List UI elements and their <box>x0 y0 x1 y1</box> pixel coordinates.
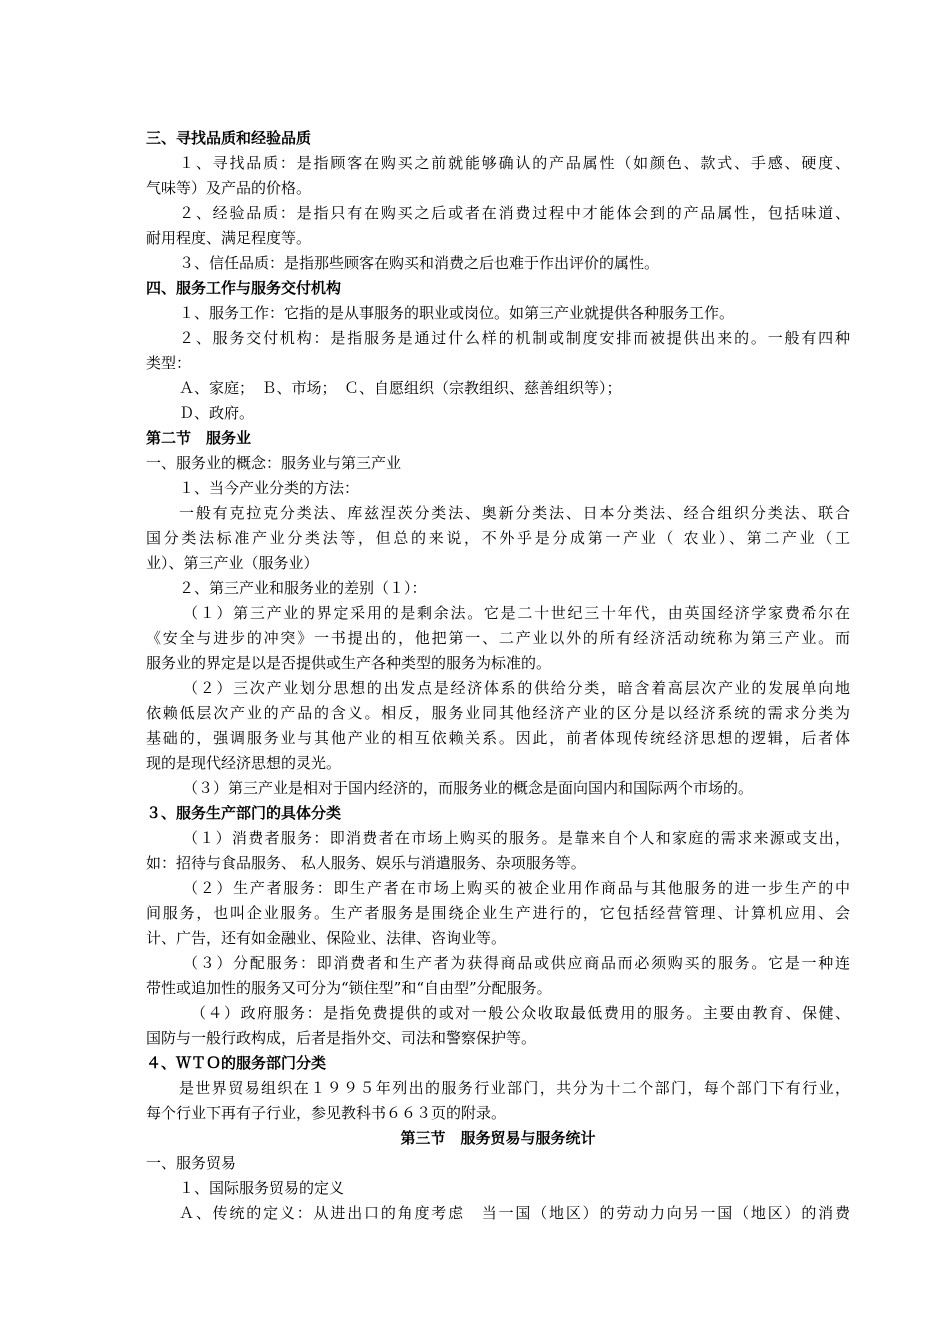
paragraph-line: （３）第三产业是相对于国内经济的，而服务业的概念是面向国内和国际两个市场的。 <box>183 779 754 797</box>
paragraph-line: 一、服务业的概念：服务业与第三产业 <box>146 454 402 472</box>
paragraph-line: 《安全与进步的冲突》一书提出的，他把第一、二产业以外的所有经济活动统称为第三产业。而 <box>146 629 850 647</box>
paragraph-line: １、国际服务贸易的定义 <box>179 1179 345 1197</box>
section-heading-4: 四、服务工作与服务交付机构 <box>146 279 342 297</box>
subsection-heading-4: ４、ＷＴＯ的服务部门分类 <box>146 1054 327 1072</box>
paragraph-line: 依赖低层次产业的产品的含义。相反，服务业同其他经济产业的区分是以经济系统的需求分类为 <box>146 704 850 722</box>
paragraph-line: 业）、第三产业（服务业） <box>146 554 319 572</box>
paragraph-line: ２、经验品质：是指只有在购买之后或者在消费过程中才能体会到的产品属性，包括味道、 <box>179 204 850 222</box>
paragraph-line: Ａ、传统的定义：从进出口的角度考虑 当一国（地区）的劳动力向另一国（地区）的消费 <box>179 1204 850 1222</box>
paragraph-line: 类型： <box>146 354 192 372</box>
paragraph-line: 现的是现代经济思想的灵光。 <box>146 754 342 772</box>
paragraph-line: 基础的，强调服务业与其他产业的相互依赖关系。因此，前者体现传统经济思想的逻辑，后者体 <box>146 729 850 747</box>
paragraph-line: 气味等）及产品的价格。 <box>146 179 312 197</box>
paragraph-line: 计、广告，还有如金融业、保险业、法律、咨询业等。 <box>146 929 507 947</box>
paragraph-line: 间服务，也叫企业服务。生产者服务是围绕企业生产进行的，它包括经营管理、计算机应用、会 <box>146 904 850 922</box>
paragraph-line: （２）生产者服务：即生产者在市场上购买的被企业用作商品与其他服务的进一步生产的中 <box>183 879 850 897</box>
paragraph-line: ２、服务交付机构：是指服务是通过什么样的机制或制度安排而被提供出来的。一般有四种 <box>179 329 850 347</box>
paragraph-line: ２、第三产业和服务业的差别（１）： <box>179 579 427 597</box>
paragraph-line: 一般有克拉克分类法、库兹涅茨分类法、奥新分类法、日本分类法、经合组织分类法、联合 <box>179 504 850 522</box>
paragraph-line: Ｄ、政府。 <box>179 404 255 422</box>
paragraph-line: 服务业的界定是以是否提供或生产各种类型的服务为标准的。 <box>146 654 552 672</box>
chapter-heading-section-2: 第二节 服务业 <box>146 429 252 447</box>
paragraph-line: １、服务工作：它指的是从事服务的职业或岗位。如第三产业就提供各种服务工作。 <box>179 304 735 322</box>
paragraph-line: （１）消费者服务：即消费者在市场上购买的服务。是靠来自个人和家庭的需求来源或支出， <box>183 829 850 847</box>
section-heading-3: 三、寻找品质和经验品质 <box>146 129 312 147</box>
paragraph-line: （２）三次产业划分思想的出发点是经济体系的供给分类，暗含着高层次产业的发展单向地 <box>183 679 850 697</box>
paragraph-line: １、当今产业分类的方法： <box>179 479 360 497</box>
subsection-heading-3: ３、服务生产部门的具体分类 <box>146 804 342 822</box>
paragraph-line: （３）分配服务：即消费者和生产者为获得商品或供应商品而必须购买的服务。它是一种连 <box>183 954 850 972</box>
paragraph-line: 带性或追加性的服务又可分为“锁住型”和“自由型”分配服务。 <box>146 979 552 997</box>
paragraph-line: ３、信任品质：是指那些顾客在购买和消费之后也难于作出评价的属性。 <box>179 254 660 272</box>
paragraph-line: （１）第三产业的界定采用的是剩余法。它是二十世纪三十年代，由英国经济学家费希尔在 <box>183 604 850 622</box>
paragraph-line: （４）政府服务：是指免费提供的或对一般公众收取最低费用的服务。主要由教育、保健、 <box>191 1004 850 1022</box>
paragraph-line: 国分类法标准产业分类法等，但总的来说，不外乎是分成第一产业（ 农业）、第二产业（工 <box>146 529 850 547</box>
paragraph-line: Ａ、家庭； Ｂ、市场； Ｃ、自愿组织（宗教组织、慈善组织等）； <box>179 379 622 397</box>
paragraph-line: １、寻找品质：是指顾客在购买之前就能够确认的产品属性（如颜色、款式、手感、硬度、 <box>179 154 850 172</box>
paragraph-line: 是世界贸易组织在１９９５年列出的服务行业部门，共分为十二个部门，每个部门下有行业， <box>179 1079 850 1097</box>
paragraph-line: 耐用程度、满足程度等。 <box>146 229 312 247</box>
paragraph-line: 一、服务贸易 <box>146 1154 237 1172</box>
paragraph-line: 如：招待与食品服务、 私人服务、娱乐与消遣服务、杂项服务等。 <box>146 854 586 872</box>
chapter-heading-section-3: 第三节 服务贸易与服务统计 <box>400 1129 596 1147</box>
paragraph-line: 每个行业下再有子行业，参见教科书６６３页的附录。 <box>146 1104 507 1122</box>
paragraph-line: 国防与一般行政构成，后者是指外交、司法和警察保护等。 <box>146 1029 537 1047</box>
